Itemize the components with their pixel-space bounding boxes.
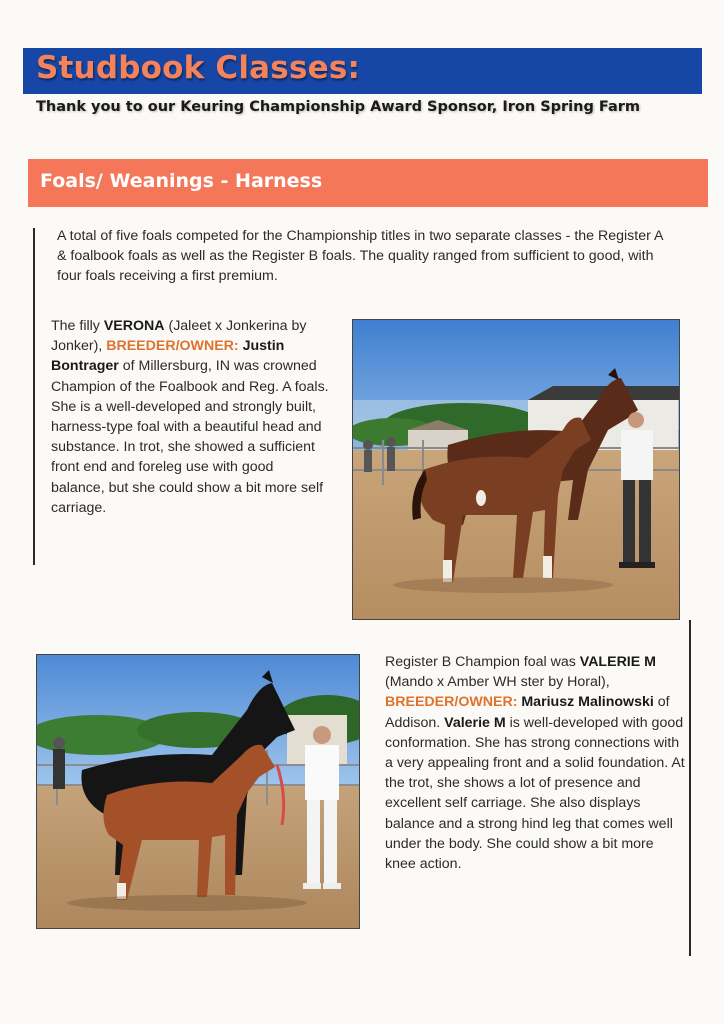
verona-breeder-label: BREEDER/OWNER: (106, 338, 239, 355)
valerie-body-a: of Addison. (385, 694, 670, 731)
valerie-lead: Register B Champion foal was (385, 654, 580, 670)
intro-divider (33, 228, 35, 565)
intro-paragraph: A total of five foals competed for the Championship titles in two separate classes - the Register A & foalbook foals as well as the Register B foals. The quality ranged from sufficient to good, with four foals receiving a first premium. (57, 228, 663, 284)
verona-breeder: Justin Bontrager (51, 338, 285, 375)
valerie-pedigree: (Mando x Amber WH ster by Horal), (385, 674, 610, 691)
valerie-breeder: Mariusz Malinowski (517, 694, 654, 711)
verona-body: of Millersburg, IN was crowned Champion of the Foalbook and Reg. A foals. She is a well-developed and strongly built, harness-type foal with a beautiful head and substance. In trot, she showed a sufficient front end and foreleg use with good balance, but she could show a bit more self carriage. (51, 358, 329, 516)
verona-pedigree: (Jaleet x Jonkerina by Jonker), (51, 318, 307, 355)
verona-description (51, 316, 329, 518)
verona-lead: The filly (51, 318, 104, 334)
entry2-divider (689, 620, 691, 956)
valerie-body-b: is well-developed with good conformation. She has strong connections with a very appealing front and a solid foundation. At the trot, she shows a lot of presence and excellent self carriage. She also displays balance and a strong hind leg that comes well under the body. She could show a bit more knee action. (385, 714, 685, 873)
valerie-photo (36, 654, 360, 929)
verona-photo (352, 319, 680, 620)
valerie-name-repeat: Valerie M (444, 714, 506, 731)
valerie-name: VALERIE M (579, 654, 656, 670)
valerie-breeder-label: BREEDER/OWNER: (385, 694, 518, 711)
section-title: Foals/ Weanings - Harness (40, 170, 323, 192)
verona-name: VERONA (103, 318, 165, 334)
sponsor-line: Thank you to our Keuring Championship Award Sponsor, Iron Spring Farm (36, 99, 641, 115)
page-title: Studbook Classes: (36, 50, 361, 86)
valerie-description (385, 652, 685, 874)
